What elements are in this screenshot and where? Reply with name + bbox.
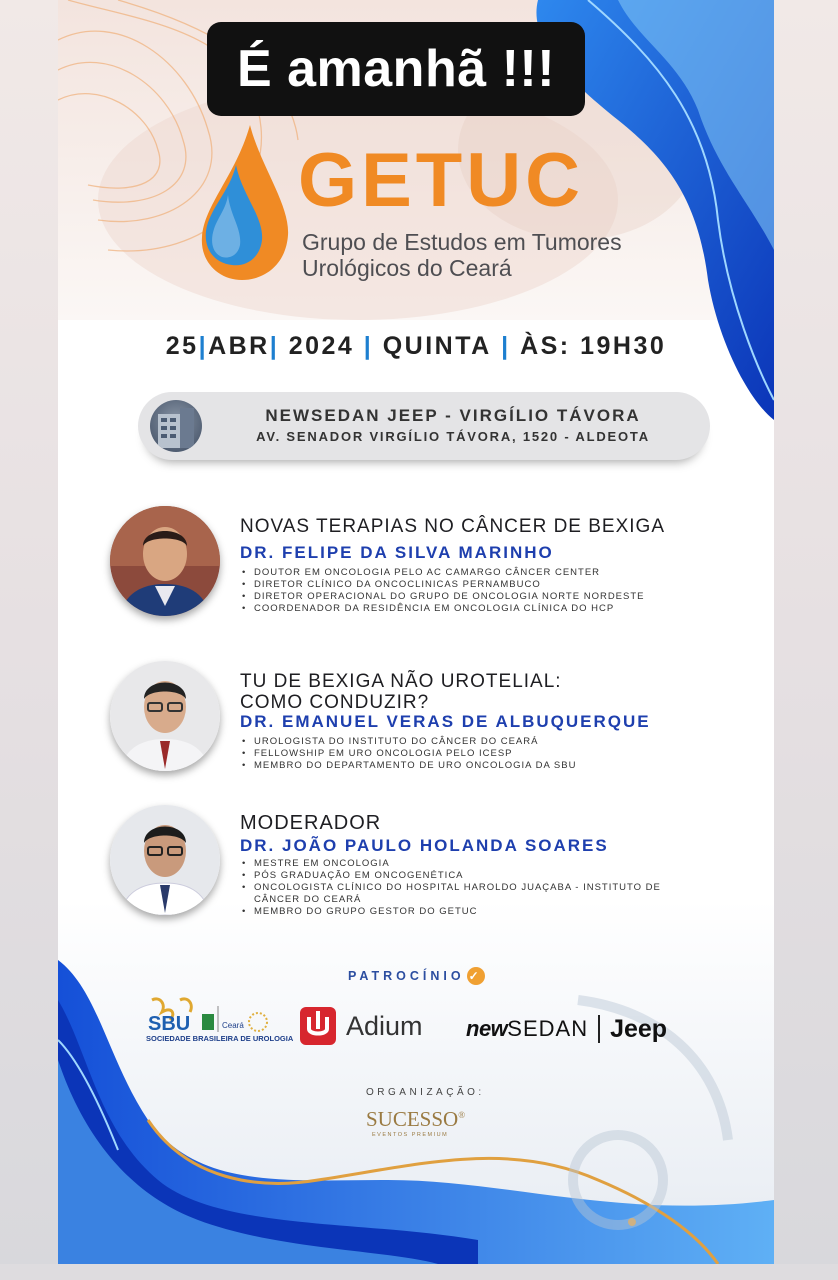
sponsor-section-label [348, 967, 485, 985]
moderator-name: DR. JOÃO PAULO HOLANDA SOARES [240, 836, 609, 855]
credential-item: • DOUTOR EM ONCOLOGIA PELO AC CAMARGO CÂNCER CENTER [242, 567, 645, 579]
newsedan-jeep-logo [466, 1012, 667, 1046]
speaker-1-talk-title: NOVAS TERAPIAS NO CÂNCER DE BEXIGA [240, 516, 666, 537]
adium-wordmark: Adium [346, 1010, 423, 1041]
event-year: 2024 [288, 331, 355, 360]
water-drop-icon [200, 125, 290, 280]
speaker-2-name: DR. EMANUEL VERAS DE ALBUQUERQUE [240, 712, 651, 731]
sbu-emblem-icon [146, 996, 276, 1034]
moderator-credentials [242, 858, 692, 918]
registered-mark: ® [458, 1110, 466, 1120]
date-separator: | [354, 331, 383, 360]
screen-frame-bottom [0, 1264, 838, 1280]
speaker-2-credentials [242, 736, 576, 772]
speaker-2-talk-title-line2: COMO CONDUZIR? [240, 692, 430, 714]
logo-subtitle-line1: Grupo de Estudos em Tumores [302, 229, 622, 255]
newsedan-new-wordmark: new [466, 1016, 508, 1041]
moderator-label: MODERADOR [240, 812, 382, 834]
newsedan-sedan-wordmark: SEDAN [507, 1016, 589, 1041]
sucesso-logo [366, 1107, 465, 1132]
adium-mark-icon [300, 1007, 336, 1045]
sucesso-tagline: EVENTOS PREMIUM [372, 1132, 449, 1138]
check-badge-icon: ✓ [468, 969, 483, 983]
speaker-1-name: DR. FELIPE DA SILVA MARINHO [240, 543, 554, 562]
speaker-2-talk-title [240, 671, 562, 714]
screen-frame-left [0, 0, 58, 1280]
speaker-1-avatar [110, 506, 220, 616]
sbu-full-name: SOCIEDADE BRASILEIRA DE UROLOGIA [146, 1034, 294, 1043]
event-date-band [58, 318, 774, 374]
venue-address: AV. SENADOR VIRGÍLIO TÁVORA, 1520 - ALDEOTA [256, 429, 650, 444]
logo-subtitle [302, 229, 622, 282]
date-separator: | [198, 331, 209, 360]
jeep-wordmark: Jeep [610, 1014, 668, 1043]
date-separator: | [491, 331, 521, 360]
venue-name: NEWSEDAN JEEP - VIRGÍLIO TÁVORA [265, 406, 641, 425]
sponsor-label-text: PATROCÍNIO [348, 969, 465, 983]
speaker-1-credentials [242, 567, 645, 615]
logo-title: GETUC [298, 138, 584, 223]
credential-item: • MEMBRO DO GRUPO GESTOR DO GETUC [242, 906, 692, 918]
logo-subtitle-line2: Urológicos do Ceará [302, 255, 512, 282]
event-time: ÀS: 19H30 [520, 331, 667, 360]
credential-item: • MEMBRO DO DEPARTAMENTO DE URO ONCOLOGIA DA SBU [242, 760, 576, 772]
speaker-2-talk-title-line1: TU DE BEXIGA NÃO UROTELIAL: [240, 671, 562, 692]
credential-item: • MESTRE EM ONCOLOGIA [242, 858, 692, 870]
adium-logo [300, 1006, 423, 1046]
logo-divider [598, 1015, 600, 1043]
credential-item: • DIRETOR OPERACIONAL DO GRUPO DE ONCOLOGIA NORTE NORDESTE [242, 591, 645, 603]
sucesso-wordmark: SUCESSO [366, 1107, 459, 1131]
venue-building-icon [150, 400, 202, 452]
credential-item: • COORDENADOR DA RESIDÊNCIA EM ONCOLOGIA CLÍNICA DO HCP [242, 603, 645, 615]
date-separator: | [269, 331, 289, 360]
credential-item: • DIRETOR CLÍNICO DA ONCOCLINICAS PERNAMBUCO [242, 579, 645, 591]
event-month: ABR [208, 331, 270, 360]
speaker-2-avatar [110, 661, 220, 771]
screen-frame-right [774, 0, 838, 1280]
event-weekday: QUINTA [382, 331, 492, 360]
getuc-logo [200, 125, 660, 285]
svg-text:Ceará: Ceará [222, 1021, 244, 1030]
credential-item: • ONCOLOGISTA CLÍNICO DO HOSPITAL HAROLDO JUAÇABA - INSTITUTO DE CÂNCER DO CEARÁ [242, 882, 692, 906]
organization-label: ORGANIZAÇÃO: [366, 1087, 485, 1098]
credential-item: • UROLOGISTA DO INSTITUTO DO CÂNCER DO CEARÁ [242, 736, 576, 748]
sbu-logo [146, 996, 294, 1046]
svg-text:SBU: SBU [148, 1013, 191, 1034]
credential-item: • FELLOWSHIP EM URO ONCOLOGIA PELO ICESP [242, 748, 576, 760]
venue-pill [138, 392, 710, 460]
event-day: 25 [165, 331, 199, 360]
credential-item: • PÓS GRADUAÇÃO EM ONCOGENÉTICA [242, 870, 692, 882]
moderator-avatar [110, 805, 220, 915]
story-tag-banner: É amanhã !!! [207, 22, 585, 116]
